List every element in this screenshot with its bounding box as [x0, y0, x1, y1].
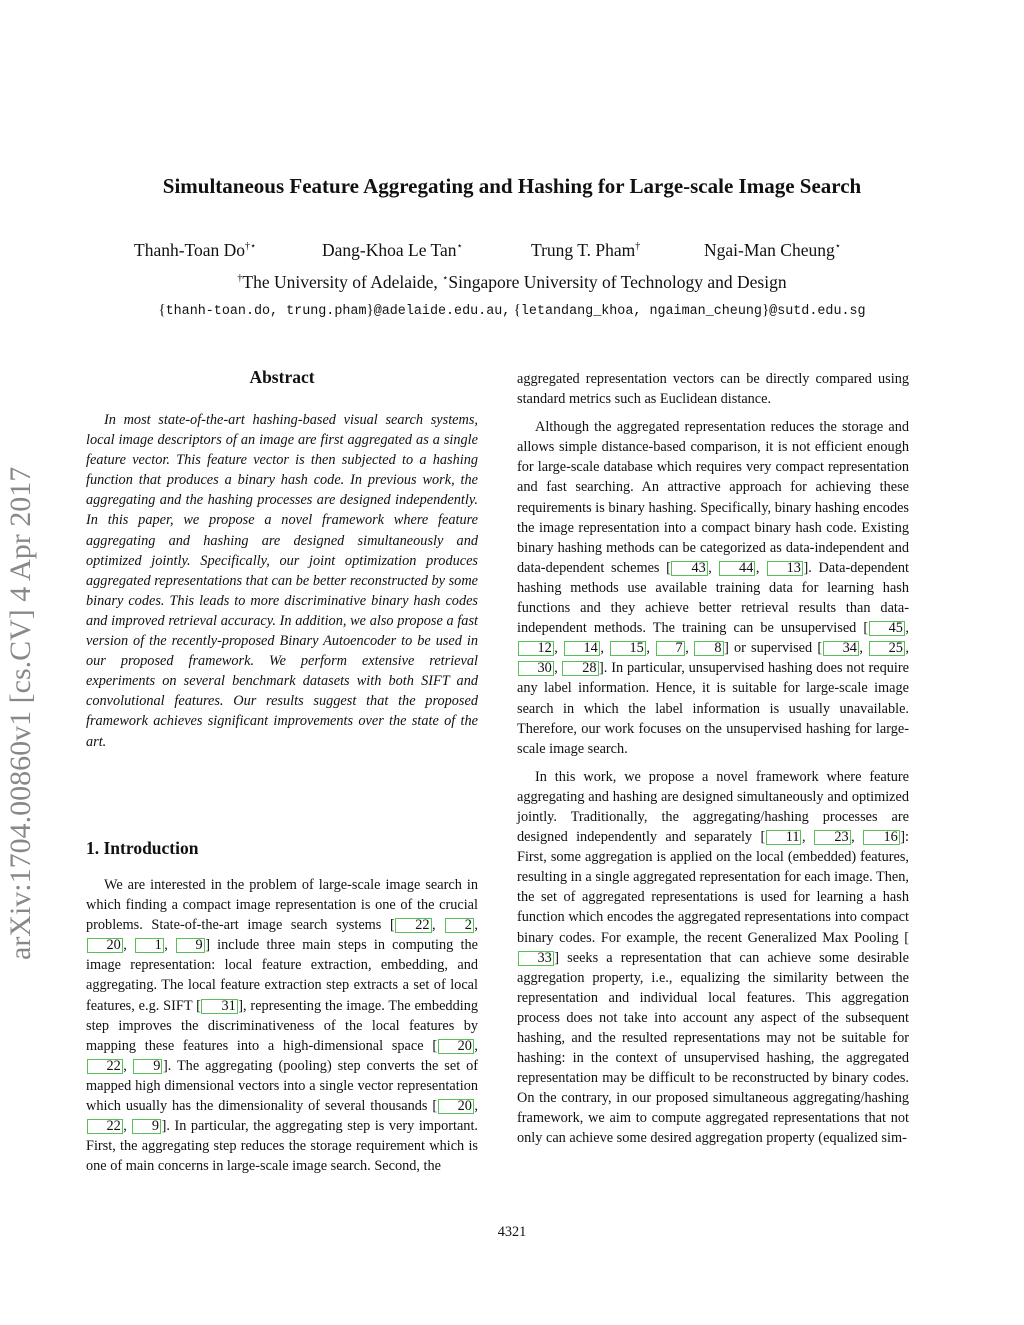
introduction-heading: 1. Introduction: [86, 838, 199, 858]
citation-link[interactable]: 25: [869, 641, 905, 656]
citation-link[interactable]: 22: [395, 918, 431, 933]
citation-group: 45 , 12 , 14 , 15 , 7 , 8: [517, 620, 909, 656]
right-column: [517, 369, 909, 1149]
citation-group: 22 , 2 , 20 , 1 , 9: [86, 917, 478, 953]
author-1: Thanh-Toan Do†⋆: [134, 240, 257, 260]
abstract-heading: Abstract: [249, 367, 315, 387]
citation-link[interactable]: 20: [438, 1099, 474, 1114]
intro-paragraph-1: We are interested in the problem of large-scale image search in which finding a compact image representation is one of the crucial problems. State-of-the-art image search systems [ 22 , 2 , 20 , 1 , 9 ] include three main steps in computing the image representation: local feature extraction, embedding, and aggregating. The local feature extraction step extracts a set of local features, e.g. SIFT [ 31 ], representing the image. The embedding step improves the discriminativeness of the local features by mapping these features into a high-dimensional space [ 20 , 22 , 9 ]. The aggregating (pooling) step converts the set of mapped high dimensional vectors into a single vector representation which usually has the dimensionality of several thousands [ 20 , 22 , 9 ]. In particular, the aggregating step is very important. First, the aggregating step reduces the storage requirement which is one of main concerns in large-scale image search. Second, the: [86, 877, 479, 1175]
citation-link[interactable]: 31: [201, 999, 237, 1014]
citation-link[interactable]: 45: [869, 621, 905, 636]
citation-link[interactable]: 20: [438, 1039, 474, 1054]
citation-link[interactable]: 9: [132, 1119, 161, 1134]
citation-link[interactable]: 44: [719, 561, 755, 576]
citation-link[interactable]: 15: [610, 641, 646, 656]
citation-group: 11 , 23 , 16: [765, 829, 900, 845]
citation-link[interactable]: 9: [176, 938, 205, 953]
citation-group: 20 , 22 , 9: [86, 1038, 478, 1074]
citation-group: [517, 950, 554, 966]
left-column: [86, 410, 478, 752]
author-3: Trung T. Pham†: [531, 240, 641, 260]
arxiv-identifier: arXiv:1704.00860v1 [cs.CV] 4 Apr 2017: [4, 466, 37, 960]
citation-link[interactable]: 28: [562, 661, 598, 676]
intro-paragraph-4: In this work, we propose a novel framework where feature aggregating and hashing are designed simultaneously and optimized jointly. Traditionally, the aggregating/hashing processes are designed independently and separately [ 11 , 23 , 16 ]: First, some aggregation is applied on the local (embedded) features, resulting in a single aggregated representation for each image. Then, the set of aggregated representations is used for learning a hash function which encodes the aggregated representations into compact binary codes. For example, the recent Generalized Max Pooling [33 ] seeks a representation that can achieve some desirable aggregation property, i.e., equalizing the similarity between the representation and individual local features. This aggregation process does not take into account any aspect of the subsequent hashing, and the resulted representations may not be suitable for hashing: in the context of unsupervised hashing, the aggregated representation may be difficult to be reconstructed by binary codes. On the contrary, in our proposed simultaneous aggregating/hashing framework, we aim to compute aggregated representations that not only can achieve some desired aggregation property (equalized sim-: [517, 768, 909, 1147]
author-emails: {thanh-toan.do, trung.pham}@adelaide.edu.au, {letandang_khoa, ngaiman_cheung}@sutd.edu.sg: [158, 302, 866, 319]
page-number: 4321: [497, 1224, 527, 1240]
citation-link[interactable]: 1: [135, 938, 164, 953]
author-2: Dang-Khoa Le Tan⋆: [322, 240, 463, 260]
citation-link[interactable]: 22: [87, 1119, 123, 1134]
citation-link[interactable]: 20: [87, 938, 123, 953]
citation-link[interactable]: 22: [87, 1059, 123, 1074]
citation-link[interactable]: 34: [823, 641, 859, 656]
citation-link[interactable]: 13: [767, 561, 803, 576]
citation-link[interactable]: 11: [766, 830, 802, 845]
citation-group: 20 , 22 , 9: [86, 1098, 478, 1134]
citation-link[interactable]: 14: [564, 641, 600, 656]
intro-paragraph-3: Although the aggregated representation reduces the storage and allows simple distance-based comparison, it is not efficient enough for large-scale database which requires very compact representation and fast searching. An attractive approach for achieving these requirements is binary hashing. Specifically, binary hashing encodes the image representation into a compact binary hash code. Existing binary hashing methods can be categorized as data-independent and data-dependent schemes [ 43 , 44 , 13 ]. Data-dependent hashing methods use available training data for learning hash functions and they achieve better retrieval results than data-independent methods. The training can be unsupervised [ 45 , 12 , 14 , 15 , 7 , 8 ] or supervised [ 34 , 25 , 30 , 28 ]. In particular, unsupervised hashing does not require any label information. Hence, it is suitable for large-scale image search in which the label information is usually unavailable. Therefore, our work focuses on the unsupervised hashing for large-scale image search.: [517, 419, 909, 757]
citation-link[interactable]: 30: [518, 661, 554, 676]
citation-link[interactable]: 16: [863, 830, 899, 845]
citation-group: 34 , 25 , 30 , 28: [517, 640, 909, 676]
citation-group: [201, 998, 238, 1014]
citation-link[interactable]: 43: [671, 561, 707, 576]
intro-paragraph-2: aggregated representation vectors can be directly compared using standard metrics such as Euclidean distance.: [517, 371, 909, 408]
abstract-text: In most state-of-the-art hashing-based visual search systems, local image descriptors of an image are first aggregated as a single feature vector. This feature vector is then subjected to a hashing function that produces a binary hash code. In previous work, the aggregating and the hashing processes are designed independently. In this paper, we propose a novel framework where feature aggregating and hashing are designed simultaneously and optimized jointly. Specifically, our joint optimization produces aggregated representations that can be better reconstructed by some binary codes. This leads to more discriminative binary hash codes and improved retrieval accuracy. In addition, we also propose a fast version of the recently-proposed Binary Autoencoder to be used in our proposed framework. We perform extensive retrieval experiments on several benchmark datasets with both SIFT and convolutional features. Our results suggest that the proposed framework achieves significant improvements over the state of the art.: [86, 412, 478, 750]
citation-link[interactable]: 7: [656, 641, 685, 656]
citation-link[interactable]: 23: [814, 830, 850, 845]
citation-link[interactable]: 2: [445, 918, 474, 933]
citation-group: 43 , 44 , 13: [671, 560, 803, 576]
citation-link[interactable]: 33: [518, 951, 554, 966]
author-4: Ngai-Man Cheung⋆: [704, 240, 842, 260]
citation-link[interactable]: 8: [694, 641, 723, 656]
paper-title: Simultaneous Feature Aggregating and Hashing for Large-scale Image Search: [162, 174, 862, 198]
citation-link[interactable]: 9: [133, 1059, 162, 1074]
citation-link[interactable]: 12: [518, 641, 554, 656]
affiliations: †The University of Adelaide, ⋆Singapore University of Technology and Design: [237, 272, 787, 292]
